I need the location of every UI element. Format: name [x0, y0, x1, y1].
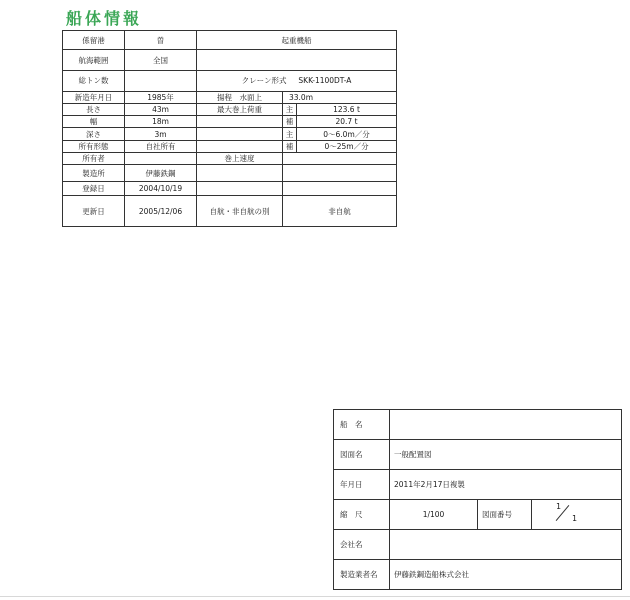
- blank-cell: [283, 181, 397, 195]
- company-label: 会社名: [334, 530, 390, 560]
- blank-cell: [283, 165, 397, 181]
- crane-type-label: クレーン形式: [241, 76, 287, 86]
- aux-hook-label: 補: [283, 140, 297, 152]
- scale-label: 縮 尺: [334, 500, 390, 530]
- date-label: 年月日: [334, 470, 390, 500]
- sheet-number: 1: [556, 502, 562, 511]
- nav-area-label: 航海範囲: [63, 50, 125, 71]
- update-value: 2005/12/06: [125, 196, 197, 227]
- builder-label: 製造所: [63, 165, 125, 181]
- tonnage-label: 総トン数: [63, 71, 125, 92]
- blank-cell: [283, 153, 397, 165]
- page-edge-line: [0, 596, 630, 597]
- speed-main-value: 0～6.0m／分: [297, 128, 397, 140]
- ship-name-value: [390, 410, 622, 440]
- length-value: 43m: [125, 103, 197, 115]
- width-label: 幅: [63, 116, 125, 128]
- scale-value: 1/100: [390, 500, 478, 530]
- max-load-label: 最大巻上荷重: [197, 103, 283, 115]
- ownership-label: 所有形態: [63, 140, 125, 152]
- built-value: 1985年: [125, 91, 197, 103]
- self-prop-value: 非自航: [283, 196, 397, 227]
- ship-name-label: 船 名: [334, 410, 390, 440]
- max-load-main-value: 123.6 t: [297, 103, 397, 115]
- built-label: 新造年月日: [63, 91, 125, 103]
- nav-area-value: 全国: [125, 50, 197, 71]
- crane-type-value: SKK-1100DT-A: [298, 76, 352, 86]
- hoist-speed-label: 巻上速度: [197, 153, 283, 165]
- speed-aux-value: 0～25m／分: [297, 140, 397, 152]
- drawing-title-block: [333, 409, 622, 590]
- crane-type-cell: [197, 71, 397, 92]
- owner-value: [125, 153, 197, 165]
- page-title: 船体情報: [66, 9, 143, 28]
- home-port-value: 曽: [125, 31, 197, 50]
- blank-cell: [197, 165, 283, 181]
- maker-label: 製造業者名: [334, 560, 390, 590]
- builder-value: 伊藤鉄鋼: [125, 165, 197, 181]
- lift-value: 33.0m: [283, 91, 397, 103]
- lift-label: 揚程 水面上: [197, 91, 283, 103]
- ship-type-value: 起重機船: [197, 31, 397, 50]
- main-hook-label: 主: [283, 128, 297, 140]
- blank-cell: [197, 50, 397, 71]
- width-value: 18m: [125, 116, 197, 128]
- reg-date-value: 2004/10/19: [125, 181, 197, 195]
- home-port-label: 係留港: [63, 31, 125, 50]
- owner-label: 所有者: [63, 153, 125, 165]
- drawing-name-label: 図面名: [334, 440, 390, 470]
- aux-hook-label: 補: [283, 116, 297, 128]
- maker-value: 伊藤鉄鋼造船株式会社: [390, 560, 622, 590]
- self-prop-label: 自航・非自航の別: [197, 196, 283, 227]
- max-load-aux-value: 20.7 t: [297, 116, 397, 128]
- company-value: [390, 530, 622, 560]
- vessel-spec-table: [62, 30, 397, 227]
- date-value: 2011年2月17日複製: [390, 470, 622, 500]
- sheet-number-cell: [532, 500, 622, 530]
- length-label: 長さ: [63, 103, 125, 115]
- blank-cell: [197, 116, 283, 128]
- blank-cell: [197, 181, 283, 195]
- depth-value: 3m: [125, 128, 197, 140]
- update-label: 更新日: [63, 196, 125, 227]
- blank-cell: [197, 128, 283, 140]
- tonnage-value: [125, 71, 197, 92]
- reg-date-label: 登録日: [63, 181, 125, 195]
- sheet-total: 1: [572, 514, 578, 523]
- drawing-name-value: 一般配置図: [390, 440, 622, 470]
- drawing-no-label: 図面番号: [478, 500, 532, 530]
- main-hook-label: 主: [283, 103, 297, 115]
- blank-cell: [197, 140, 283, 152]
- depth-label: 深さ: [63, 128, 125, 140]
- ownership-value: 自社所有: [125, 140, 197, 152]
